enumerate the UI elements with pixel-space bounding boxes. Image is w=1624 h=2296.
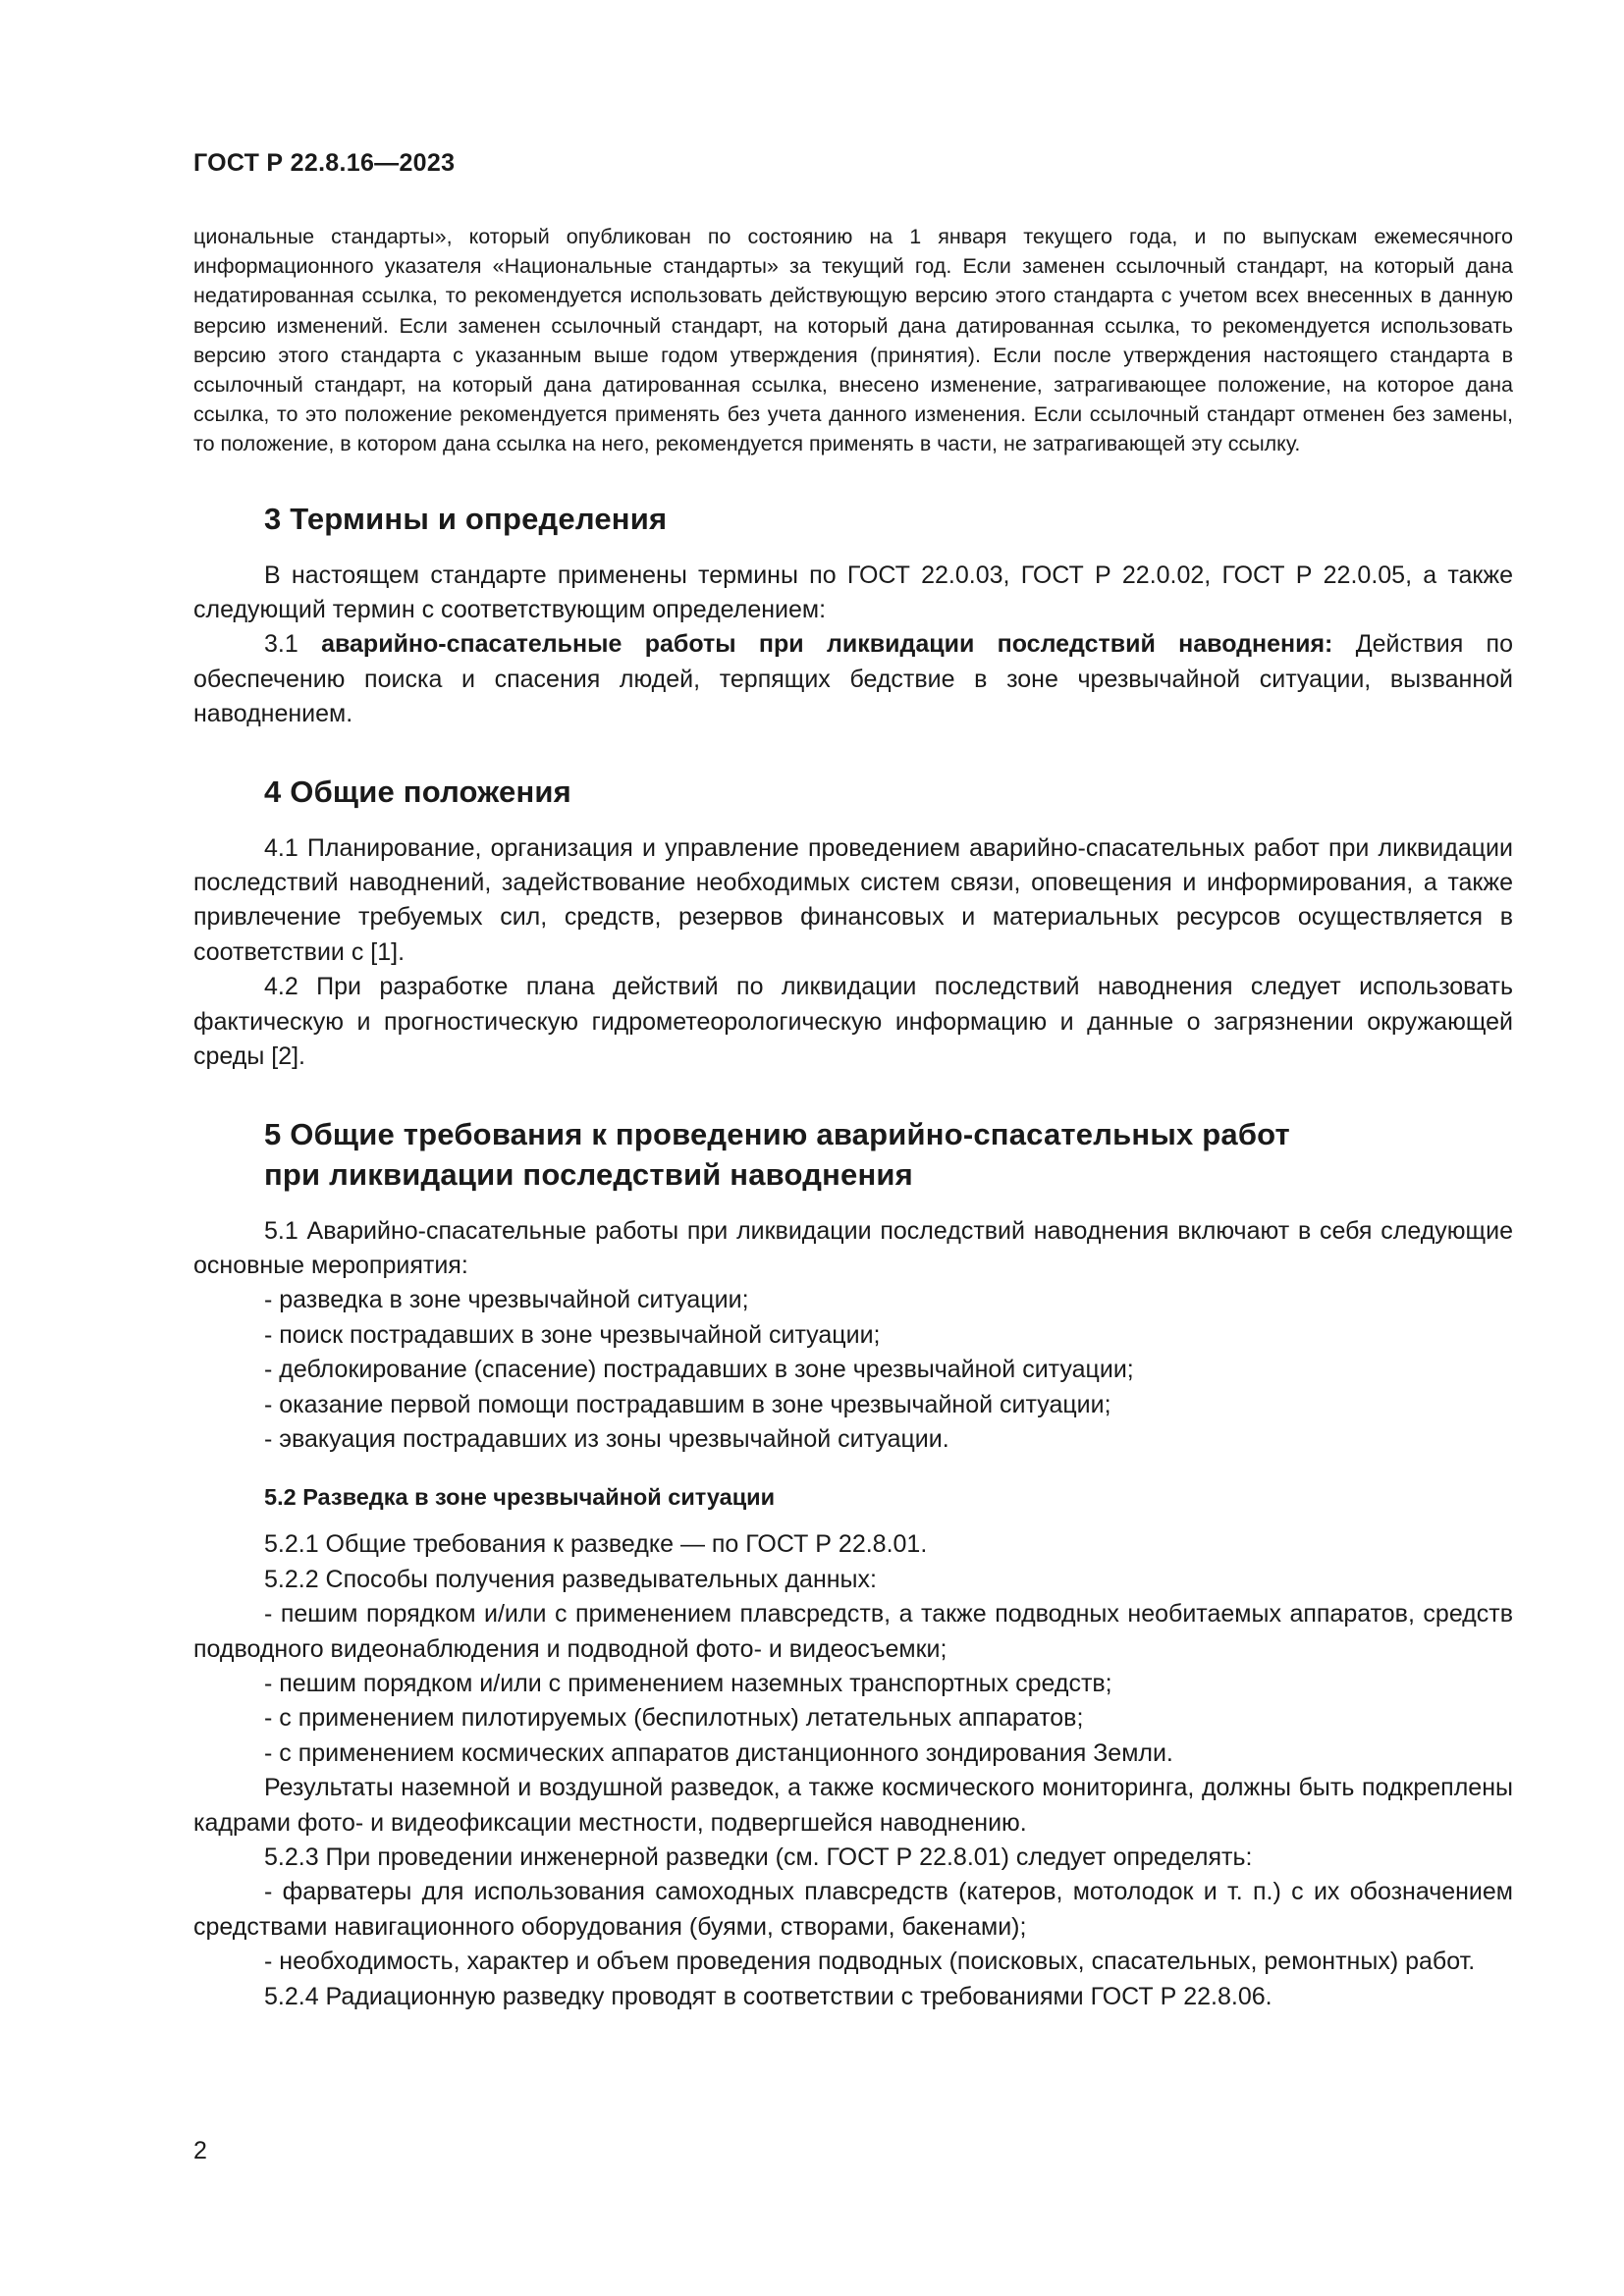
term-3-1: [193, 627, 1513, 731]
section-4-heading: 4 Общие положения: [264, 774, 571, 809]
list-item: - необходимость, характер и объем проведения подводных (поисковых, спасательных, ремонтных) работ.: [264, 1948, 1476, 1976]
document-body: [193, 222, 1513, 2014]
list-item: - с применением пилотируемых (беспилотных) летательных аппаратов;: [264, 1704, 1084, 1733]
list-item: - деблокирование (спасение) пострадавших в зоне чрезвычайной ситуации;: [264, 1356, 1134, 1384]
term-definition: Действия по обеспечению поиска и спасения людей, терпящих бедствие в зоне чрезвычайной ситуации, вызванной наводнением.: [193, 630, 1513, 728]
list-item: - эвакуация пострадавших из зоны чрезвычайной ситуации.: [264, 1424, 949, 1453]
clause-5-2-1: 5.2.1 Общие требования к разведке — по ГОСТ Р 22.8.01.: [264, 1530, 928, 1559]
section-5-heading-line-2: при ликвидации последствий наводнения: [264, 1156, 913, 1192]
page-number: 2: [193, 2137, 207, 2164]
intro-paragraph: циональные стандарты», который опубликован по состоянию на 1 января текущего года, и по выпускам ежемесячного информационного указателя «Национальные стандарты» за текущий год. Если заменен ссылочный стандарт, на который дана недатированная ссылка, то рекомендуется использовать действующую версию этого стандарта с учетом всех внесенных в данную версию изменений. Если заменен ссылочный стандарт, на который дана датированная ссылка, то рекомендуется использовать версию этого стандарта с указанным выше годом утверждения (принятия). Если после утверждения настоящего стандарта в ссылочный стандарт, на который дана датированная ссылка, внесено изменение, затрагивающее положение, на которое дана ссылка, то это положение рекомендуется применять без учета данного изменения. Если ссылочный стандарт отменен без замены, то положение, в котором дана ссылка на него, рекомендуется применять в части, не затрагивающей эту ссылку.: [193, 225, 1513, 456]
clause-5-2-2: 5.2.2 Способы получения разведывательных данных:: [264, 1565, 877, 1593]
clause-4-2: 4.2 При разработке плана действий по ликвидации последствий наводнения следует использовать фактическую и прогностическую гидрометеорологическую информацию и данные о загрязнении окружающей среды [2].: [193, 973, 1513, 1071]
list-item: - пешим порядком и/или с применением плавсредств, а также подводных необитаемых аппаратов, средств подводного видеонаблюдения и подводной фото- и видеосъемки;: [193, 1600, 1513, 1663]
term-number: 3.1: [264, 630, 322, 659]
document-header-title: ГОСТ Р 22.8.16—2023: [193, 149, 456, 177]
term-name: аварийно-спасательные работы при ликвидации последствий наводнения:: [321, 630, 1333, 659]
clause-4-1: 4.1 Планирование, организация и управление проведением аварийно-спасательных работ при ликвидации последствий наводнений, задействование необходимых систем связи, оповещения и информирования, а также привлечение требуемых сил, средств, резервов финансовых и материальных ресурсов осуществляется в соответствии с [1].: [193, 833, 1513, 966]
list-item: - разведка в зоне чрезвычайной ситуации;: [264, 1286, 749, 1314]
clause-5-2-4: 5.2.4 Радиационную разведку проводят в соответствии с требованиями ГОСТ Р 22.8.06.: [264, 1982, 1272, 2010]
list-item: - фарватеры для использования самоходных плавсредств (катеров, мотолодок и т. п.) с их обозначением средствами навигационного оборудования (буями, створами, бакенами);: [193, 1878, 1513, 1941]
section-3-paragraph: В настоящем стандарте применены термины по ГОСТ 22.0.03, ГОСТ Р 22.0.02, ГОСТ Р 22.0.05, а также следующий термин с соответствующим определением:: [193, 561, 1513, 624]
clause-5-2-3: 5.2.3 При проведении инженерной разведки (см. ГОСТ Р 22.8.01) следует определять:: [264, 1843, 1253, 1871]
section-5-heading-line-1: 5 Общие требования к проведению аварийно-спасательных работ: [264, 1116, 1290, 1151]
results-paragraph: Результаты наземной и воздушной разведок, а также космического мониторинга, должны быть подкреплены кадрами фото- и видеофиксации местности, подвергшейся наводнению.: [193, 1774, 1513, 1837]
list-item: - оказание первой помощи пострадавшим в зоне чрезвычайной ситуации;: [264, 1390, 1111, 1418]
clause-5-1: 5.1 Аварийно-спасательные работы при ликвидации последствий наводнения включают в себя следующие основные мероприятия:: [193, 1216, 1513, 1279]
list-item: - поиск пострадавших в зоне чрезвычайной ситуации;: [264, 1320, 881, 1349]
list-item: - с применением космических аппаратов дистанционного зондирования Земли.: [264, 1738, 1173, 1767]
list-item: - пешим порядком и/или с применением наземных транспортных средств;: [264, 1669, 1112, 1697]
subsection-5-2-heading: 5.2 Разведка в зоне чрезвычайной ситуации: [264, 1484, 776, 1511]
section-3-heading: 3 Термины и определения: [264, 501, 668, 536]
